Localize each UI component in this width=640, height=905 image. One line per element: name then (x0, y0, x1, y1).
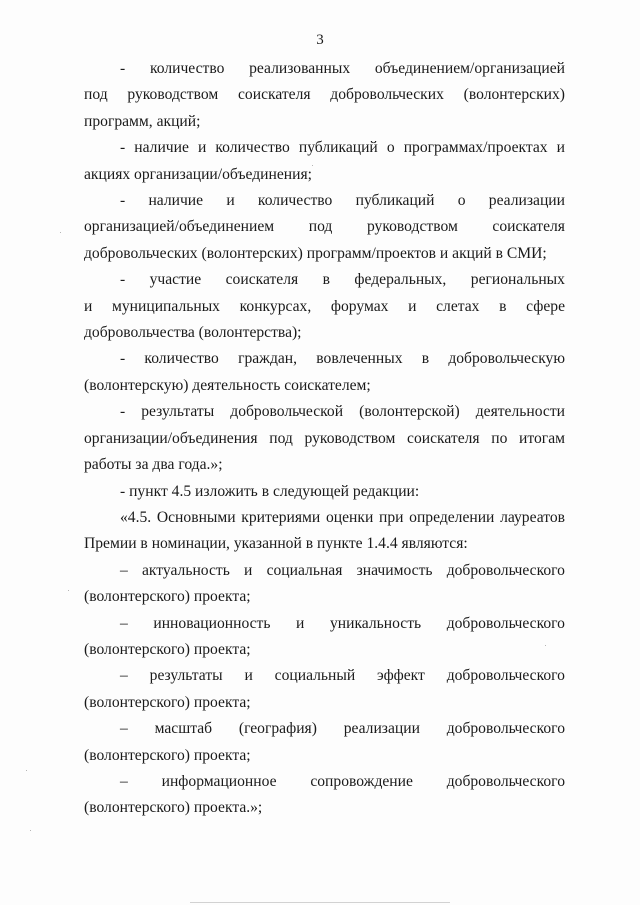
paragraph-first-line: – информационное сопровождение добровольческого (120, 772, 565, 790)
scan-artifact (545, 645, 546, 646)
criteria-item-scale (84, 716, 565, 769)
paragraph-first-line: - участие соискателя в федеральных, региональных (120, 271, 565, 289)
paragraph-first-line: – масштаб (география) реализации добровольческого (120, 720, 565, 738)
paragraph-first-line: – инновационность и уникальность добровольческого (120, 614, 565, 632)
paragraph-continuation: и муниципальных конкурсах, форумах и слетах в сфере добровольчества (волонтерства); (84, 297, 565, 342)
paragraph-first-line: – актуальность и социальная значимость добровольческого (120, 561, 565, 579)
paragraph-first-line: - наличие и количество публикаций о реализации (120, 192, 565, 210)
criteria-item-results (84, 399, 565, 478)
scan-artifact (312, 165, 313, 166)
paragraph-continuation: (волонтерскую) деятельность соискателем; (84, 376, 371, 394)
paragraph-continuation: организации/объединения под руководством соискателя по итогам работы за два года.»; (84, 429, 565, 474)
paragraph-continuation: (волонтерского) проекта.»; (84, 799, 263, 817)
criteria-item-contests (84, 267, 565, 346)
criteria-item-innovation (84, 611, 565, 664)
paragraph-first-line: - количество реализованных объединением/организацией (120, 60, 565, 77)
criteria-item-involved-citizens (84, 346, 565, 399)
criteria-item-programs-count (84, 56, 565, 135)
paragraph-continuation: под руководством соискателя добровольческих (волонтерских) программ, акций; (84, 86, 565, 130)
paragraph-continuation: (волонтерского) проекта; (84, 640, 251, 658)
scan-edge-line (190, 902, 450, 903)
scan-artifact (26, 770, 27, 771)
paragraph-continuation: (волонтерского) проекта; (84, 588, 251, 606)
paragraph-continuation: добровольческих (волонтерских) программ/проектов и акций в СМИ; (84, 244, 547, 262)
criteria-item-relevance (84, 558, 565, 611)
paragraph-first-line: - количество граждан, вовлеченных в добровольческую (120, 350, 565, 368)
document-body (84, 56, 565, 822)
scan-artifact (68, 590, 69, 591)
paragraph-continuation: (волонтерского) проекта; (84, 746, 251, 764)
amendment-instruction: - пункт 4.5 изложить в следующей редакции: (120, 482, 420, 500)
criteria-item-media-support (84, 769, 565, 822)
clause-4-5-intro: «4.5. Основными критериями оценки при определении лауреатов Премии в номинации, указанной в пункте 1.4.4 являются: (84, 508, 565, 553)
page-number: 3 (316, 32, 324, 48)
paragraph-second-line: организацией/объединением под руководством соискателя (84, 218, 565, 236)
paragraph-first-line: - результаты добровольческой (волонтерской) деятельности (120, 403, 565, 421)
paragraph-continuation: (волонтерского) проекта; (84, 693, 251, 711)
criteria-item-social-effect (84, 663, 565, 716)
paragraph-first-line: – результаты и социальный эффект добровольческого (120, 667, 565, 685)
criteria-item-media-publications (84, 188, 565, 267)
scan-artifact (60, 232, 61, 233)
scan-artifact (30, 830, 31, 831)
criteria-item-publications: - наличие и количество публикаций о программах/проектах и акциях организации/объединения; (84, 139, 565, 183)
